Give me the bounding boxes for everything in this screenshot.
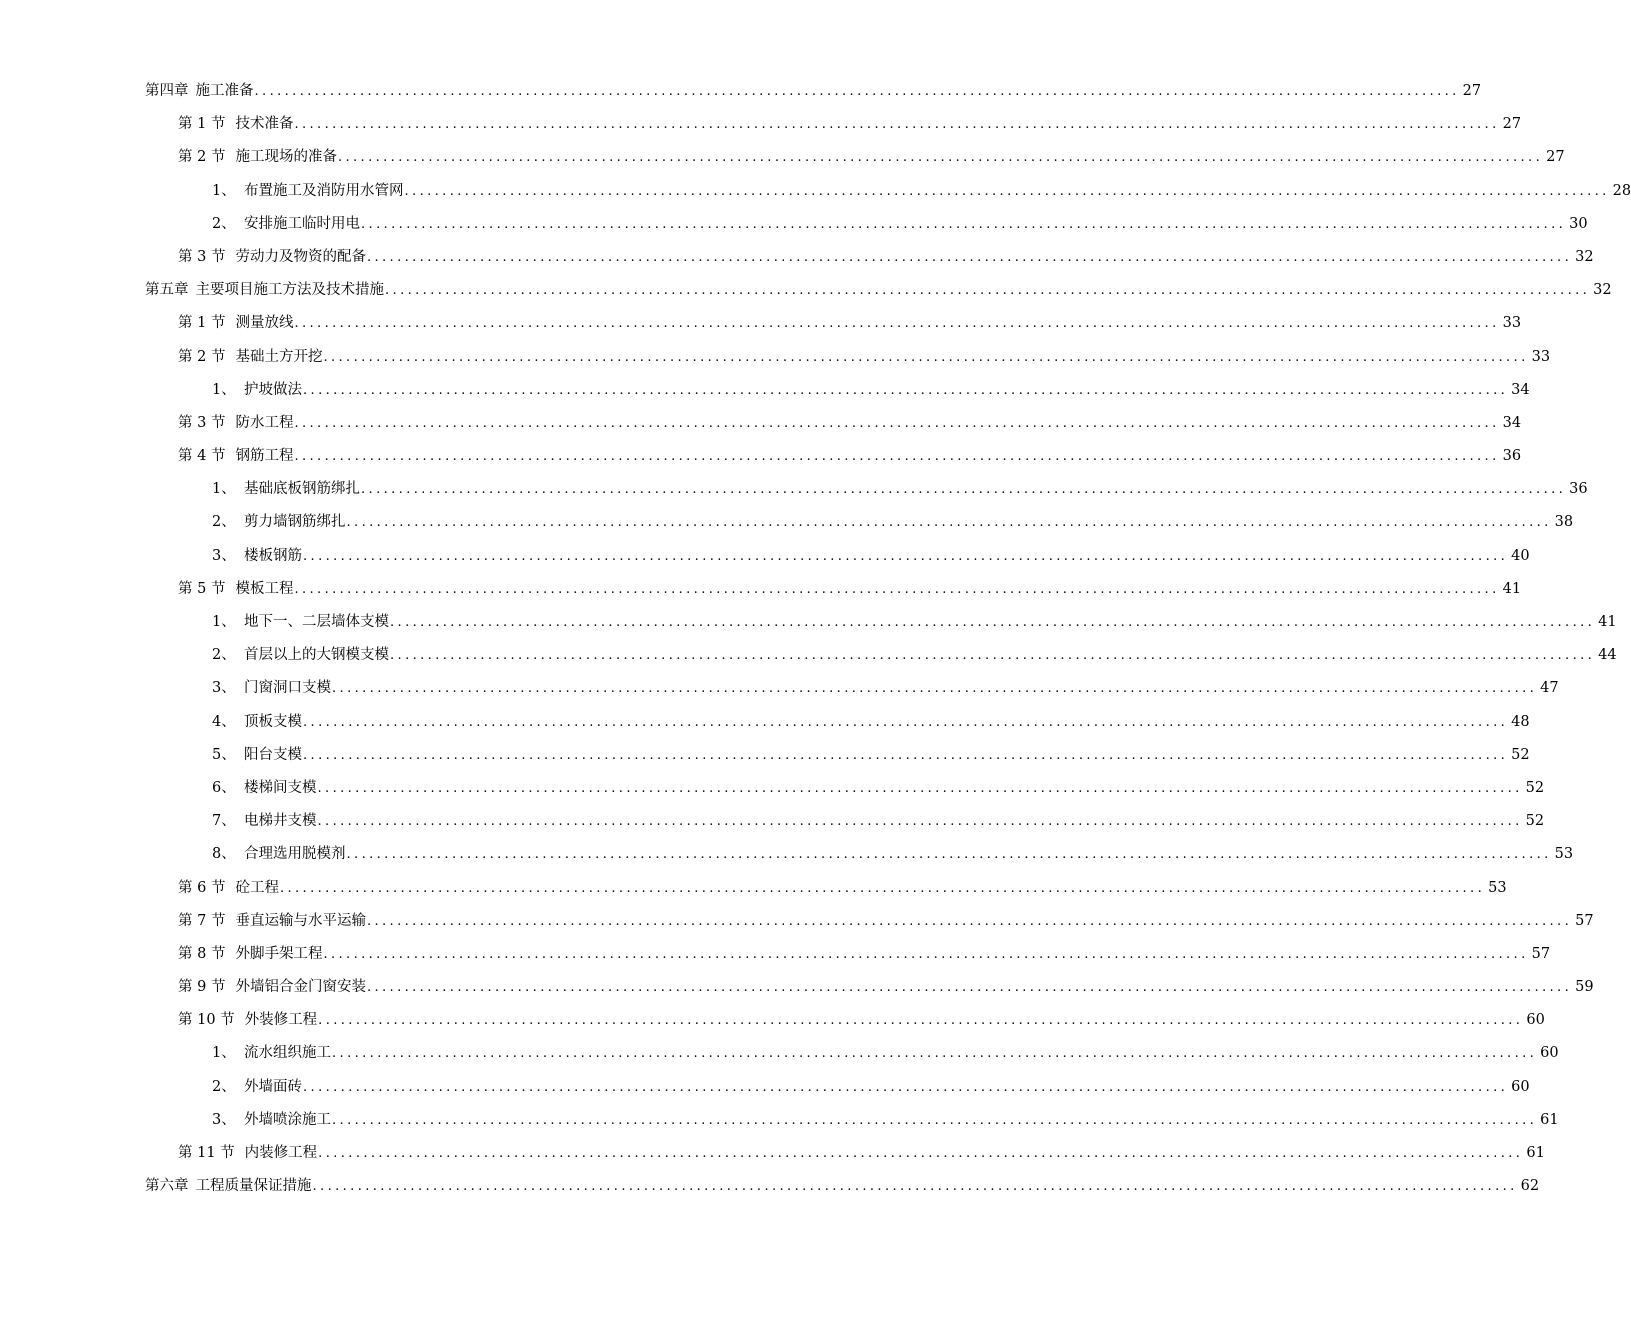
dot-leader: ................................................................................................................................................................ <box>366 980 1573 996</box>
toc-entry-title: 楼梯间支模 <box>244 779 317 796</box>
toc-entry-page-number: 60 <box>1511 1078 1530 1095</box>
dot-leader: ................................................................................................................................................................ <box>332 1046 1538 1062</box>
toc-entry-number: 第 2 节 <box>178 348 226 365</box>
toc-entry-title: 内装修工程 <box>244 1145 318 1161</box>
dot-leader: ................................................................................................................................................................ <box>332 1112 1538 1128</box>
toc-entry-page-number: 57 <box>1575 912 1594 929</box>
toc-entry[interactable] <box>145 407 1522 440</box>
toc-entry[interactable] <box>145 274 1612 307</box>
dot-leader: ................................................................................................................................................................ <box>346 847 1552 863</box>
toc-entry-page-number: 41 <box>1598 614 1617 630</box>
toc-entry-number: 7、 <box>212 813 236 830</box>
toc-entry[interactable] <box>145 506 1574 539</box>
toc-entry-number: 第 3 节 <box>178 414 226 431</box>
toc-entry[interactable] <box>145 606 1617 639</box>
dot-leader: ................................................................................................................................................................ <box>346 515 1552 531</box>
toc-entry-page-number: 61 <box>1526 1145 1545 1161</box>
toc-entry-page-number: 36 <box>1569 481 1588 498</box>
toc-entry-number: 3、 <box>212 680 236 697</box>
toc-entry[interactable] <box>145 872 1507 905</box>
toc-entry-page-number: 36 <box>1502 448 1522 465</box>
dot-leader: ................................................................................................................................................................ <box>294 117 1500 133</box>
toc-entry-title: 剪力墙钢筋绑扎 <box>244 514 346 531</box>
toc-entry-title: 安排施工临时用电 <box>244 215 360 232</box>
toc-entry-number: 2、 <box>212 514 236 531</box>
toc-entry-page-number: 61 <box>1540 1111 1559 1128</box>
toc-entry-page-number: 32 <box>1593 282 1612 299</box>
toc-entry-page-number: 60 <box>1526 1012 1545 1029</box>
toc-entry-number: 第 9 节 <box>178 979 226 996</box>
dot-leader: ................................................................................................................................................................ <box>317 780 1523 796</box>
toc-entry-number: 2、 <box>212 215 236 232</box>
dot-leader: ................................................................................................................................................................ <box>294 581 1500 597</box>
toc-entry-number: 第 1 节 <box>178 315 226 332</box>
toc-entry-title: 技术准备 <box>235 116 294 133</box>
dot-leader: ................................................................................................................................................................ <box>361 216 1567 232</box>
toc-entry-page-number: 53 <box>1488 879 1507 896</box>
toc-entry[interactable] <box>145 1137 1545 1170</box>
dot-leader: ................................................................................................................................................................ <box>294 316 1500 332</box>
toc-entry-title: 主要项目施工方法及技术措施 <box>195 282 384 299</box>
toc-entry-number: 5、 <box>212 746 236 763</box>
toc-entry-page-number: 60 <box>1540 1045 1559 1062</box>
toc-entry[interactable] <box>145 175 1631 208</box>
toc-entry-number: 4、 <box>212 713 236 730</box>
dot-leader: ................................................................................................................................................................ <box>318 1146 1524 1161</box>
toc-entry-title: 地下一、二层墙体支模 <box>244 614 389 630</box>
toc-entry-number: 6、 <box>212 779 236 796</box>
dot-leader: ................................................................................................................................................................ <box>318 1013 1524 1029</box>
dot-leader: ................................................................................................................................................................ <box>317 814 1523 830</box>
toc-entry[interactable] <box>145 706 1530 739</box>
toc-entry[interactable] <box>145 473 1588 506</box>
toc-entry-number: 第 2 节 <box>178 149 226 166</box>
dot-leader: ................................................................................................................................................................ <box>366 913 1573 929</box>
toc-entry-page-number: 57 <box>1531 945 1551 962</box>
toc-entry-page-number: 34 <box>1502 414 1522 431</box>
toc-entry[interactable] <box>145 440 1522 473</box>
toc-entry-title: 基础底板钢筋绑扎 <box>244 481 360 498</box>
toc-entry[interactable] <box>145 540 1530 573</box>
toc-entry[interactable] <box>145 141 1565 174</box>
dot-leader: ................................................................................................................................................................ <box>303 714 1509 730</box>
dot-leader: ................................................................................................................................................................ <box>294 415 1500 431</box>
toc-entry-title: 外墙铝合金门窗安装 <box>235 979 366 996</box>
dot-leader: ................................................................................................................................................................ <box>303 1079 1509 1095</box>
toc-entry-number: 第四章 <box>145 83 189 99</box>
toc-entry[interactable] <box>145 1104 1559 1137</box>
dot-leader: ................................................................................................................................................................ <box>303 382 1509 398</box>
toc-entry[interactable] <box>145 108 1522 141</box>
toc-entry-page-number: 40 <box>1511 547 1530 564</box>
dot-leader: ................................................................................................................................................................ <box>332 681 1538 697</box>
toc-entry-page-number: 32 <box>1575 248 1594 265</box>
toc-entry-number: 1、 <box>212 1045 236 1062</box>
toc-entry-number: 1、 <box>212 381 236 398</box>
toc-entry-title: 测量放线 <box>235 315 294 332</box>
toc-entry-number: 1、 <box>212 481 236 498</box>
toc-entry-page-number: 44 <box>1598 647 1617 664</box>
toc-entry[interactable] <box>145 75 1482 108</box>
toc-entry-number: 第 1 节 <box>178 116 226 133</box>
toc-entry-number: 第 6 节 <box>178 879 226 896</box>
toc-entry-title: 首层以上的大钢模支模 <box>244 647 389 664</box>
toc-entry-title: 护坡做法 <box>244 381 302 398</box>
table-of-contents <box>145 75 1631 1203</box>
toc-entry[interactable] <box>145 639 1617 672</box>
toc-entry-title: 模板工程 <box>235 580 294 597</box>
toc-entry-number: 第 5 节 <box>178 580 226 597</box>
toc-entry[interactable] <box>145 1071 1530 1104</box>
toc-entry-title: 防水工程 <box>235 414 294 431</box>
toc-entry-page-number: 27 <box>1502 116 1522 133</box>
dot-leader: ................................................................................................................................................................ <box>303 747 1509 763</box>
toc-entry-title: 楼板钢筋 <box>244 547 302 564</box>
toc-entry-page-number: 28 <box>1612 182 1631 199</box>
toc-entry-number: 8、 <box>212 846 236 863</box>
toc-entry-number: 第 7 节 <box>178 912 226 929</box>
dot-leader: ................................................................................................................................................................ <box>254 84 1460 99</box>
dot-leader: ................................................................................................................................................................ <box>312 1179 1518 1195</box>
toc-entry-number: 1、 <box>212 614 236 630</box>
toc-entry-title: 施工准备 <box>195 83 254 99</box>
toc-entry-number: 第六章 <box>145 1178 189 1195</box>
toc-entry-title: 外墙喷涂施工 <box>244 1111 331 1128</box>
toc-entry-page-number: 48 <box>1511 713 1530 730</box>
toc-entry[interactable] <box>145 971 1594 1004</box>
dot-leader: ................................................................................................................................................................ <box>390 615 1596 630</box>
toc-entry-number: 1、 <box>212 182 236 199</box>
toc-entry-title: 垂直运输与水平运输 <box>235 912 366 929</box>
toc-entry[interactable] <box>145 374 1530 407</box>
toc-entry-title: 电梯井支模 <box>244 813 317 830</box>
toc-entry-page-number: 52 <box>1525 813 1545 830</box>
toc-entry-title: 门窗洞口支模 <box>244 680 331 697</box>
toc-entry-number: 2、 <box>212 1078 236 1095</box>
toc-entry[interactable] <box>145 838 1574 871</box>
toc-entry-number: 第 11 节 <box>178 1145 235 1161</box>
dot-leader: ................................................................................................................................................................ <box>366 249 1573 265</box>
toc-entry-title: 基础土方开挖 <box>235 348 323 365</box>
toc-entry[interactable] <box>145 905 1594 938</box>
toc-entry[interactable] <box>145 1170 1540 1203</box>
toc-entry-title: 顶板支模 <box>244 713 302 730</box>
toc-entry[interactable] <box>145 1004 1545 1037</box>
dot-leader: ................................................................................................................................................................ <box>390 648 1596 664</box>
toc-entry-page-number: 30 <box>1569 215 1588 232</box>
dot-leader: ................................................................................................................................................................ <box>385 283 1591 299</box>
toc-entry-number: 第 4 节 <box>178 448 226 465</box>
toc-entry[interactable] <box>145 241 1594 274</box>
dot-leader: ................................................................................................................................................................ <box>303 548 1509 564</box>
toc-entry[interactable] <box>145 672 1559 705</box>
toc-entry-title: 外脚手架工程 <box>235 945 323 962</box>
toc-entry-page-number: 34 <box>1511 381 1530 398</box>
toc-entry-page-number: 59 <box>1575 979 1594 996</box>
toc-entry[interactable] <box>145 307 1522 340</box>
toc-entry-number: 第五章 <box>145 282 189 299</box>
dot-leader: ................................................................................................................................................................ <box>323 349 1529 365</box>
toc-entry-page-number: 62 <box>1520 1178 1540 1195</box>
toc-entry-page-number: 38 <box>1554 514 1574 531</box>
toc-entry-number: 第 3 节 <box>178 248 226 265</box>
toc-entry-number: 3、 <box>212 1111 236 1128</box>
toc-entry-title: 砼工程 <box>235 879 279 896</box>
toc-entry-number: 第 10 节 <box>178 1012 235 1029</box>
toc-entry-page-number: 52 <box>1511 746 1530 763</box>
toc-entry[interactable] <box>145 772 1545 805</box>
dot-leader: ................................................................................................................................................................ <box>323 946 1529 962</box>
toc-entry-page-number: 33 <box>1502 315 1522 332</box>
toc-entry-title: 外装修工程 <box>244 1012 318 1029</box>
toc-entry-page-number: 41 <box>1502 580 1522 597</box>
dot-leader: ................................................................................................................................................................ <box>294 449 1500 465</box>
toc-entry-number: 第 8 节 <box>178 945 226 962</box>
toc-entry-title: 合理选用脱模剂 <box>244 846 346 863</box>
toc-entry-page-number: 47 <box>1540 680 1559 697</box>
toc-entry[interactable] <box>145 573 1522 606</box>
dot-leader: ................................................................................................................................................................ <box>361 482 1567 498</box>
dot-leader: ................................................................................................................................................................ <box>337 150 1544 166</box>
toc-entry[interactable] <box>145 1037 1559 1070</box>
toc-entry-page-number: 53 <box>1554 846 1574 863</box>
toc-entry[interactable] <box>145 739 1530 772</box>
toc-entry-page-number: 27 <box>1546 149 1565 166</box>
toc-entry[interactable] <box>145 208 1588 241</box>
dot-leader: ................................................................................................................................................................ <box>279 880 1486 896</box>
toc-entry-page-number: 27 <box>1462 83 1482 99</box>
toc-entry-title: 外墙面砖 <box>244 1078 302 1095</box>
toc-entry-title: 钢筋工程 <box>235 448 294 465</box>
toc-entry[interactable] <box>145 805 1545 838</box>
toc-entry-title: 布置施工及消防用水管网 <box>244 182 404 199</box>
dot-leader: ................................................................................................................................................................ <box>404 183 1610 199</box>
toc-entry-title: 流水组织施工 <box>244 1045 331 1062</box>
toc-entry[interactable] <box>145 341 1551 374</box>
toc-entry-title: 阳台支模 <box>244 746 302 763</box>
toc-entry-page-number: 33 <box>1531 348 1551 365</box>
toc-entry-page-number: 52 <box>1525 779 1545 796</box>
toc-entry-number: 3、 <box>212 547 236 564</box>
toc-entry-title: 施工现场的准备 <box>235 149 337 166</box>
toc-entry-title: 劳动力及物资的配备 <box>235 248 366 265</box>
toc-entry-title: 工程质量保证措施 <box>195 1178 312 1195</box>
toc-entry-number: 2、 <box>212 647 236 664</box>
toc-entry[interactable] <box>145 938 1551 971</box>
